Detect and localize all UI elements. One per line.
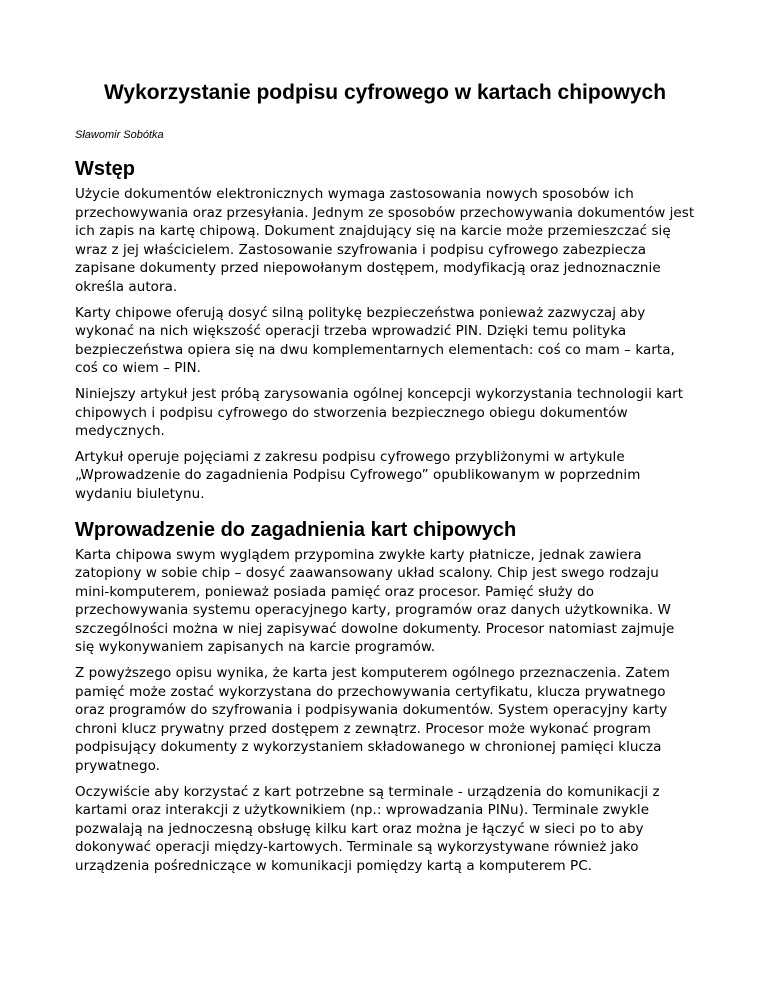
intro-paragraph-4: Artykuł operuje pojęciami z zakresu podpisu cyfrowego przybliżonymi w artykule „Wprowadzenie do zagadnienia Podpisu Cyfrowego” opublikowanym w poprzednim wydaniu biuletynu. — [75, 448, 641, 502]
intro-paragraph-2: Karty chipowe oferują dosyć silną politykę bezpieczeństwa ponieważ zazwyczaj aby wykonać na nich większość operacji trzeba wprowadzić PIN. Dzięki temu polityka bezpieczeństwa opiera się na dwu komplementarnych elementach: coś co mam – karta, coś co wiem – PIN. — [75, 304, 675, 377]
smart-cards-paragraph-1: Karta chipowa swym wyglądem przypomina zwykłe karty płatnicze, jednak zawiera zatopiony w sobie chip – dosyć zaawansowany układ scalony. Chip jest swego rodzaju mini-komputerem, ponieważ posiada pamięć oraz procesor. Pamięć służy do przechowywania systemu operacyjnego karty, programów oraz danych użytkownika. W szczególności można w niej zapisywać dowolne dokumenty. Procesor natomiast zajmuje się wykonywaniem zapisanych na karcie programów. — [75, 546, 675, 656]
smart-cards-paragraph-3: Oczywiście aby korzystać z kart potrzebne są terminale - urządzenia do komunikacji z kartami oraz interakcji z użytkownikiem (np.: wprowadzania PINu). Terminale zwykle pozwalają na jednoczesną obsługę kilku kart oraz można je łączyć w sieci po to aby dokonywać operacji między-kartowych. Terminale są wykorzystywane również jako urządzenia pośredniczące w komunikacji pomiędzy kartą a komputerem PC. — [75, 783, 660, 874]
section-heading-intro: Wstęp — [75, 158, 135, 180]
document-title: Wykorzystanie podpisu cyfrowego w kartach chipowych — [103, 81, 667, 104]
smart-cards-paragraph-2: Z powyższego opisu wynika, że karta jest komputerem ogólnego przeznaczenia. Zatem pamięć może zostać wykorzystana do przechowywania certyfikatu, klucza prywatnego oraz programów do szyfrowania i podpisywania dokumentów. System operacyjny karty chroni klucz prywatny przed dostępem z zewnątrz. Procesor może wykonać program podpisujący dokumenty z wykorzystaniem składowanego w chronionej pamięci klucza prywatnego. — [75, 665, 670, 775]
author-name: Sławomir Sobótka — [75, 129, 164, 141]
intro-paragraph-1: Użycie dokumentów elektronicznych wymaga zastosowania nowych sposobów ich przechowywania oraz przesyłania. Jednym ze sposobów przechowywania dokumentów jest ich zapis na kartę chipową. Dokument znajdujący się na karcie może przemieszczać się wraz z jej właścicielem. Zastosowanie szyfrowania i podpisu cyfrowego zabezpiecza zapisane dokumenty przed niepowołanym dostępem, modyfikacją oraz jednoznacznie określa autora. — [75, 186, 695, 295]
section-heading-smart-cards: Wprowadzenie do zagadnienia kart chipowych — [75, 518, 517, 541]
intro-paragraph-3: Niniejszy artykuł jest próbą zarysowania ogólnej koncepcji wykorzystania technologii kart chipowych i podpisu cyfrowego do stworzenia bezpiecznego obiegu dokumentów medycznych. — [75, 385, 684, 440]
document-page — [75, 0, 695, 876]
